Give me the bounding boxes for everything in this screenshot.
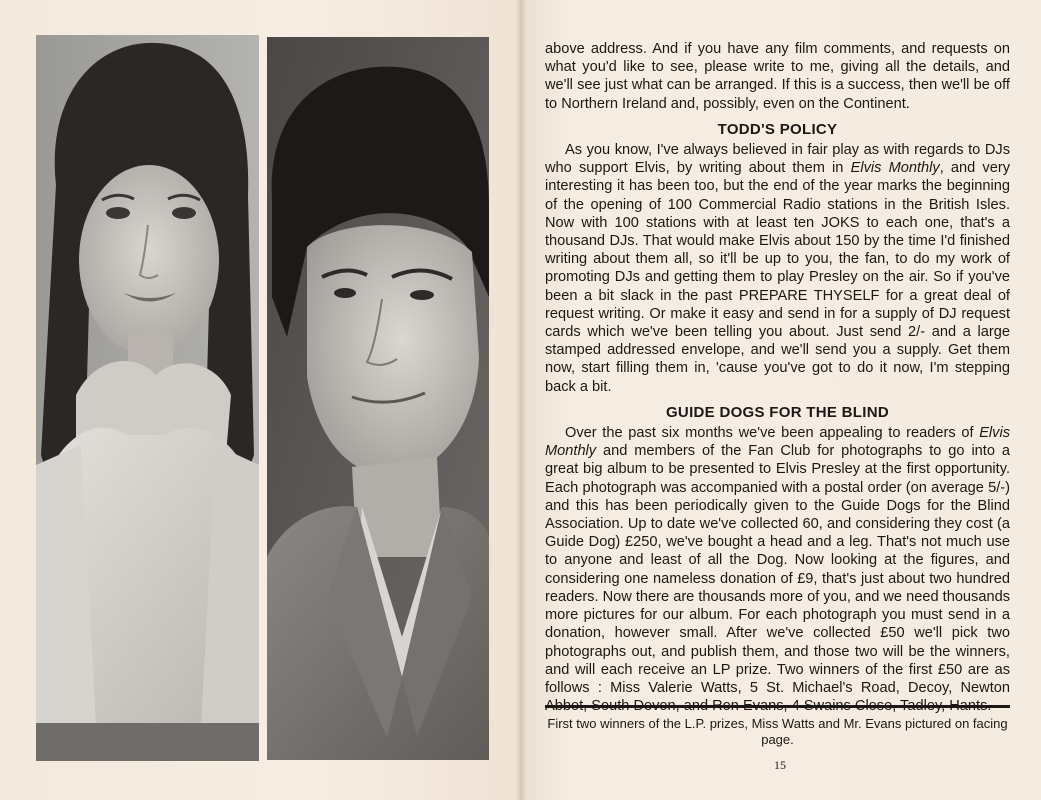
elvis-monthly-title: Elvis Monthly (850, 160, 940, 177)
book-spine (515, 0, 527, 800)
guide-dogs-paragraph: Over the past six months we've been appealing to readers of Elvis Monthly and members of the Fan Club for photographs to go into a great big album to be presented to Elvis Presley at the first opportunity. Each photograph was accompanied with a postal order (on average 5/-) and this has been periodically given to the Guide Dogs for the Blind Association. Up to date we've collected 60, and considering they cost (a Guide Dog) £250, we've bought a head and a leg. That's not much use to anyone and least of all the Dog. Now looking at the figures, and considering one nameless donation of £9, that's just about two hundred readers. Now there are thousands more of you, and we need thousands more pictures for our album. For each photograph you must send in a donation, however small. After we've collected £50 we'll pick two photographs out, and publish them, and those two will be the winners, and will each receive an LP prize. Two winners of the first £50 are as follows : Miss Valerie Watts, 5 St. Michael's Road, Decoy, Newton Abbot, South Devon, and Ron Evans, 4 Swains Close, Tadley, Hants. (545, 425, 1010, 715)
man-portrait-image (267, 37, 489, 760)
photo-man (267, 37, 489, 760)
page-number: 15 (774, 758, 786, 772)
intro-paragraph: above address. And if you have any film comments, and requests on what you'd like to see, please write to me, giving all the details, and we'll see just what can be arranged. If this is a success, then we'll be off to Northern Ireland and, possibly, even on the Continent. (545, 41, 1010, 112)
heading-todds-policy: TODD'S POLICY (717, 120, 838, 138)
article-text (545, 40, 1010, 715)
caption-divider (545, 705, 1010, 708)
photo-caption: First two winners of the L.P. prizes, Miss Watts and Mr. Evans pictured on facing page. (547, 716, 1008, 747)
woman-portrait-image (36, 35, 259, 761)
todds-policy-paragraph: As you know, I've always believed in fair play as with regards to DJs who support Elvis, by writing about them in Elvis Monthly, and very interesting it has been too, but the end of the year marks the beginning of the opening of 100 Commercial Radio stations in the British Isles. Now with 100 stations with at least ten JOKS to each one, that's a thousand DJs. That would make Elvis about 150 by the time I'd finished writing about them all, so it'll be up to you, the fan, to do my work of promoting DJs and getting them to play Presley on the air. So if you've been a bit slack in the past PREPARE THYSELF for a great deal of request writing. Or make it easy and send in for a supply of DJ request cards which we've been telling you about. Just send 2/- and a large stamped addressed envelope, and we'll send you a supply. Get them now, start filling them in, 'cause you've got to do it now, I'm stepping back a bit. (545, 142, 1011, 395)
elvis-monthly-title: Elvis Monthly (545, 425, 1010, 460)
photo-woman (36, 35, 259, 761)
heading-guide-dogs: GUIDE DOGS FOR THE BLIND (665, 403, 890, 421)
